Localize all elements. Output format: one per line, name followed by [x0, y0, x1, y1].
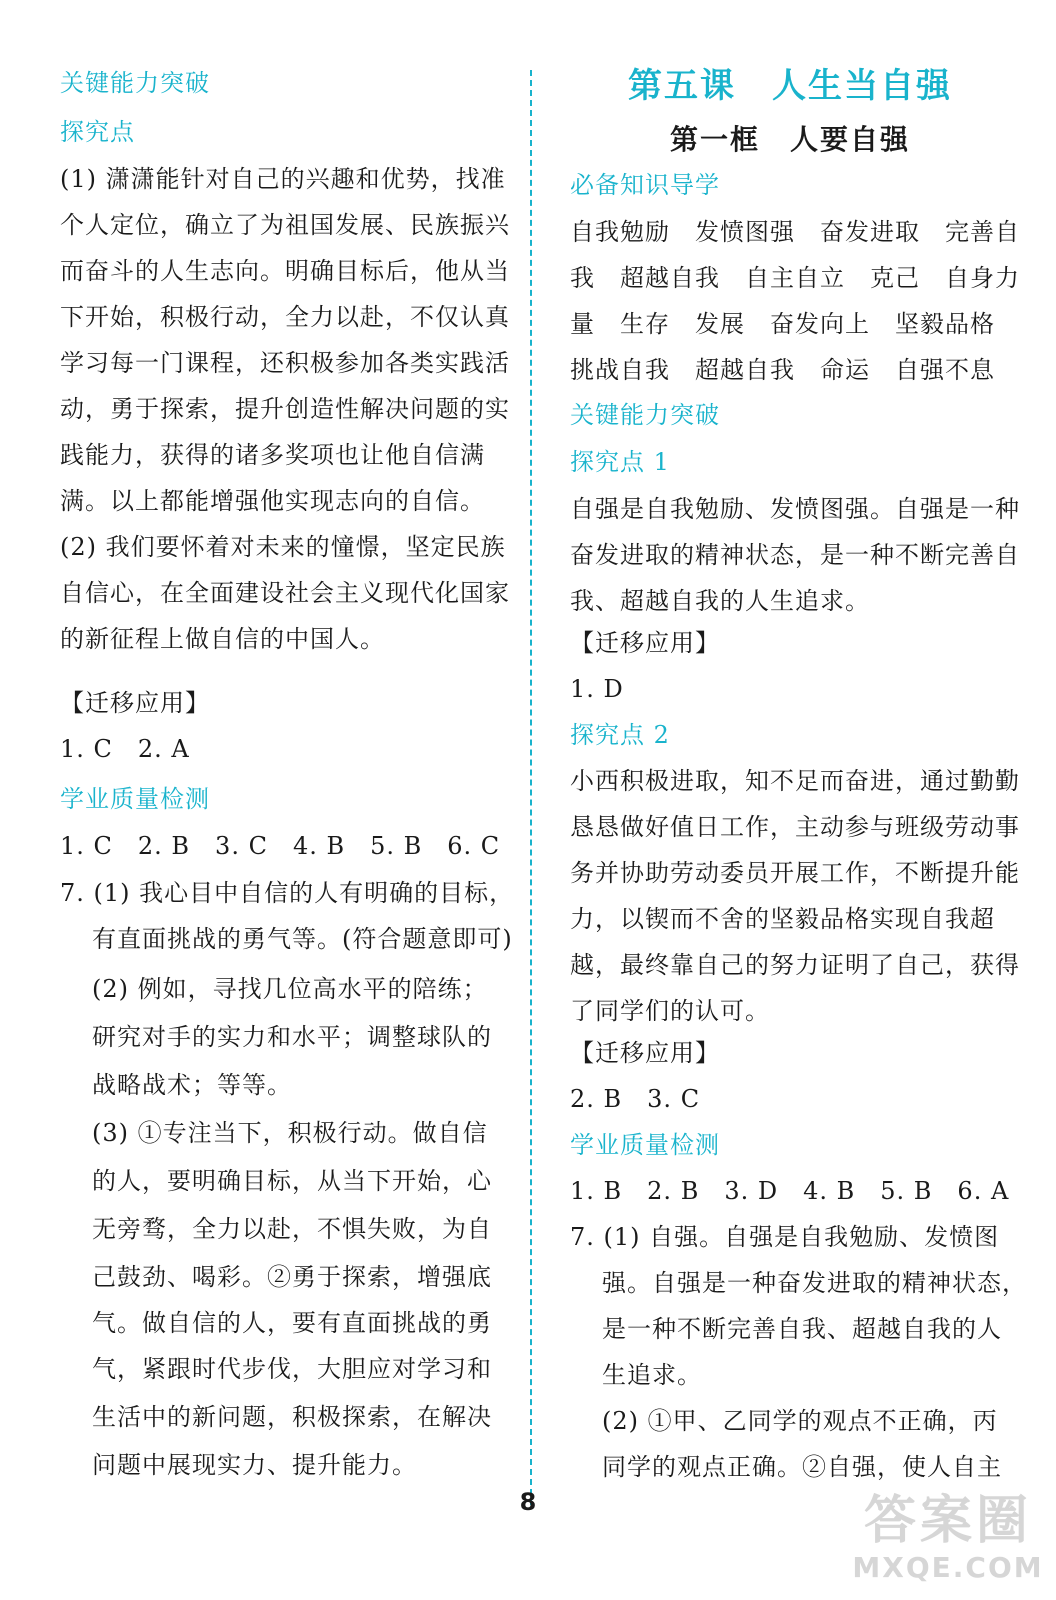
section-heading-explore: 探究点: [60, 118, 135, 146]
knowledge-line: 自我勉励 发愤图强 奋发进取 完善自: [570, 218, 1020, 246]
paragraph-line: 学习每一门课程，还积极参加各类实践活: [60, 349, 510, 377]
section-heading-quality: 学业质量检测: [570, 1131, 720, 1159]
q7-line: 气。做自信的人，要有直面挑战的勇: [92, 1309, 492, 1337]
paragraph-line: (2) 我们要怀着对未来的憧憬，坚定民族: [60, 533, 506, 561]
q7-line: 问题中展现实力、提升能力。: [92, 1451, 417, 1479]
paragraph-line: 小西积极进取，知不足而奋进，通过勤勤: [570, 767, 1020, 795]
paragraph-line: 恳恳做好值日工作，主动参与班级劳动事: [570, 813, 1020, 841]
transfer-answer: 1. D: [570, 675, 624, 703]
q7-line: 气，紧跟时代步伐，大胆应对学习和: [92, 1355, 492, 1383]
paragraph-line: 了同学们的认可。: [570, 997, 770, 1025]
q7-line: 7. (1) 我心目中自信的人有明确的目标，: [60, 879, 515, 907]
paragraph-line: 务并协助劳动委员开展工作，不断提升能: [570, 859, 1020, 887]
watermark-url: MXQE.COM: [852, 1551, 1044, 1584]
section-heading-knowledge: 必备知识导学: [570, 171, 720, 199]
paragraph-line: 自强是自我勉励、发愤图强。自强是一种: [570, 495, 1020, 523]
q7-line: 强。自强是一种奋发进取的精神状态，: [602, 1269, 1027, 1297]
paragraph-line: 力，以锲而不舍的坚毅品格实现自我超: [570, 905, 995, 933]
paragraph-line: 践能力，获得的诸多奖项也让他自信满: [60, 441, 485, 469]
transfer-heading: 【迁移应用】: [60, 689, 210, 717]
q7-line: 是一种不断完善自我、超越自我的人: [602, 1315, 1002, 1343]
paragraph-line: 自信心，在全面建设社会主义现代化国家: [60, 579, 510, 607]
section-heading-quality: 学业质量检测: [60, 785, 210, 813]
paragraph-line: 而奋斗的人生志向。明确目标后，他从当: [60, 257, 510, 285]
q7-line: (3) ①专注当下，积极行动。做自信: [92, 1119, 488, 1147]
q7-line: (2) ①甲、乙同学的观点不正确，丙: [602, 1407, 998, 1435]
paragraph-line: 我、超越自我的人生追求。: [570, 587, 870, 615]
column-divider: [530, 70, 532, 1505]
paragraph-line: 的新征程上做自信的中国人。: [60, 625, 385, 653]
q7-line: 研究对手的实力和水平；调整球队的: [92, 1023, 492, 1051]
section-heading-key-ability: 关键能力突破: [570, 401, 720, 429]
section-heading-key-ability: 关键能力突破: [60, 69, 210, 97]
quality-answers: 1. B 2. B 3. D 4. B 5. B 6. A: [570, 1177, 1010, 1205]
knowledge-line: 挑战自我 超越自我 命运 自强不息: [570, 356, 995, 384]
knowledge-line: 量 生存 发展 奋发向上 坚毅品格: [570, 310, 995, 338]
lesson-title: 第五课 人生当自强: [628, 66, 952, 106]
q7-line: 同学的观点正确。②自强，使人自主: [602, 1453, 1002, 1481]
section-heading-explore-1: 探究点 1: [570, 448, 670, 476]
q7-line: 无旁骛，全力以赴，不惧失败，为自: [92, 1215, 492, 1243]
quality-answers: 1. C 2. B 3. C 4. B 5. B 6. C: [60, 832, 501, 860]
q7-line: 的人，要明确目标，从当下开始，心: [92, 1167, 492, 1195]
paragraph-line: (1) 潇潇能针对自己的兴趣和优势，找准: [60, 165, 506, 193]
knowledge-line: 我 超越自我 自主自立 克己 自身力: [570, 264, 1020, 292]
transfer-heading: 【迁移应用】: [570, 1039, 720, 1067]
q7-line: 7. (1) 自强。自强是自我勉励、发愤图: [570, 1223, 1000, 1251]
frame-title: 第一框 人要自强: [669, 123, 910, 156]
transfer-heading: 【迁移应用】: [570, 629, 720, 657]
section-heading-explore-2: 探究点 2: [570, 721, 670, 749]
q7-line: 生活中的新问题，积极探索，在解决: [92, 1403, 492, 1431]
transfer-answers: 2. B 3. C: [570, 1085, 701, 1113]
paragraph-line: 奋发进取的精神状态，是一种不断完善自: [570, 541, 1020, 569]
paragraph-line: 越，最终靠自己的努力证明了自己，获得: [570, 951, 1020, 979]
watermark-text: 答案圈: [863, 1491, 1032, 1551]
q7-line: (2) 例如，寻找几位高水平的陪练；: [92, 975, 488, 1003]
paragraph-line: 下开始，积极行动，全力以赴，不仅认真: [60, 303, 510, 331]
watermark-logo: [848, 1490, 1048, 1595]
q7-line: 生追求。: [602, 1361, 702, 1389]
q7-line: 有直面挑战的勇气等。(符合题意即可): [92, 925, 513, 953]
q7-line: 己鼓劲、喝彩。②勇于探索，增强底: [92, 1263, 492, 1291]
transfer-answers: 1. C 2. A: [60, 735, 190, 763]
q7-line: 战略战术；等等。: [92, 1071, 292, 1099]
paragraph-line: 满。以上都能增强他实现志向的自信。: [60, 487, 485, 515]
page-number: 8: [519, 1488, 537, 1516]
paragraph-line: 动，勇于探索，提升创造性解决问题的实: [60, 395, 510, 423]
paragraph-line: 个人定位，确立了为祖国发展、民族振兴: [60, 211, 510, 239]
